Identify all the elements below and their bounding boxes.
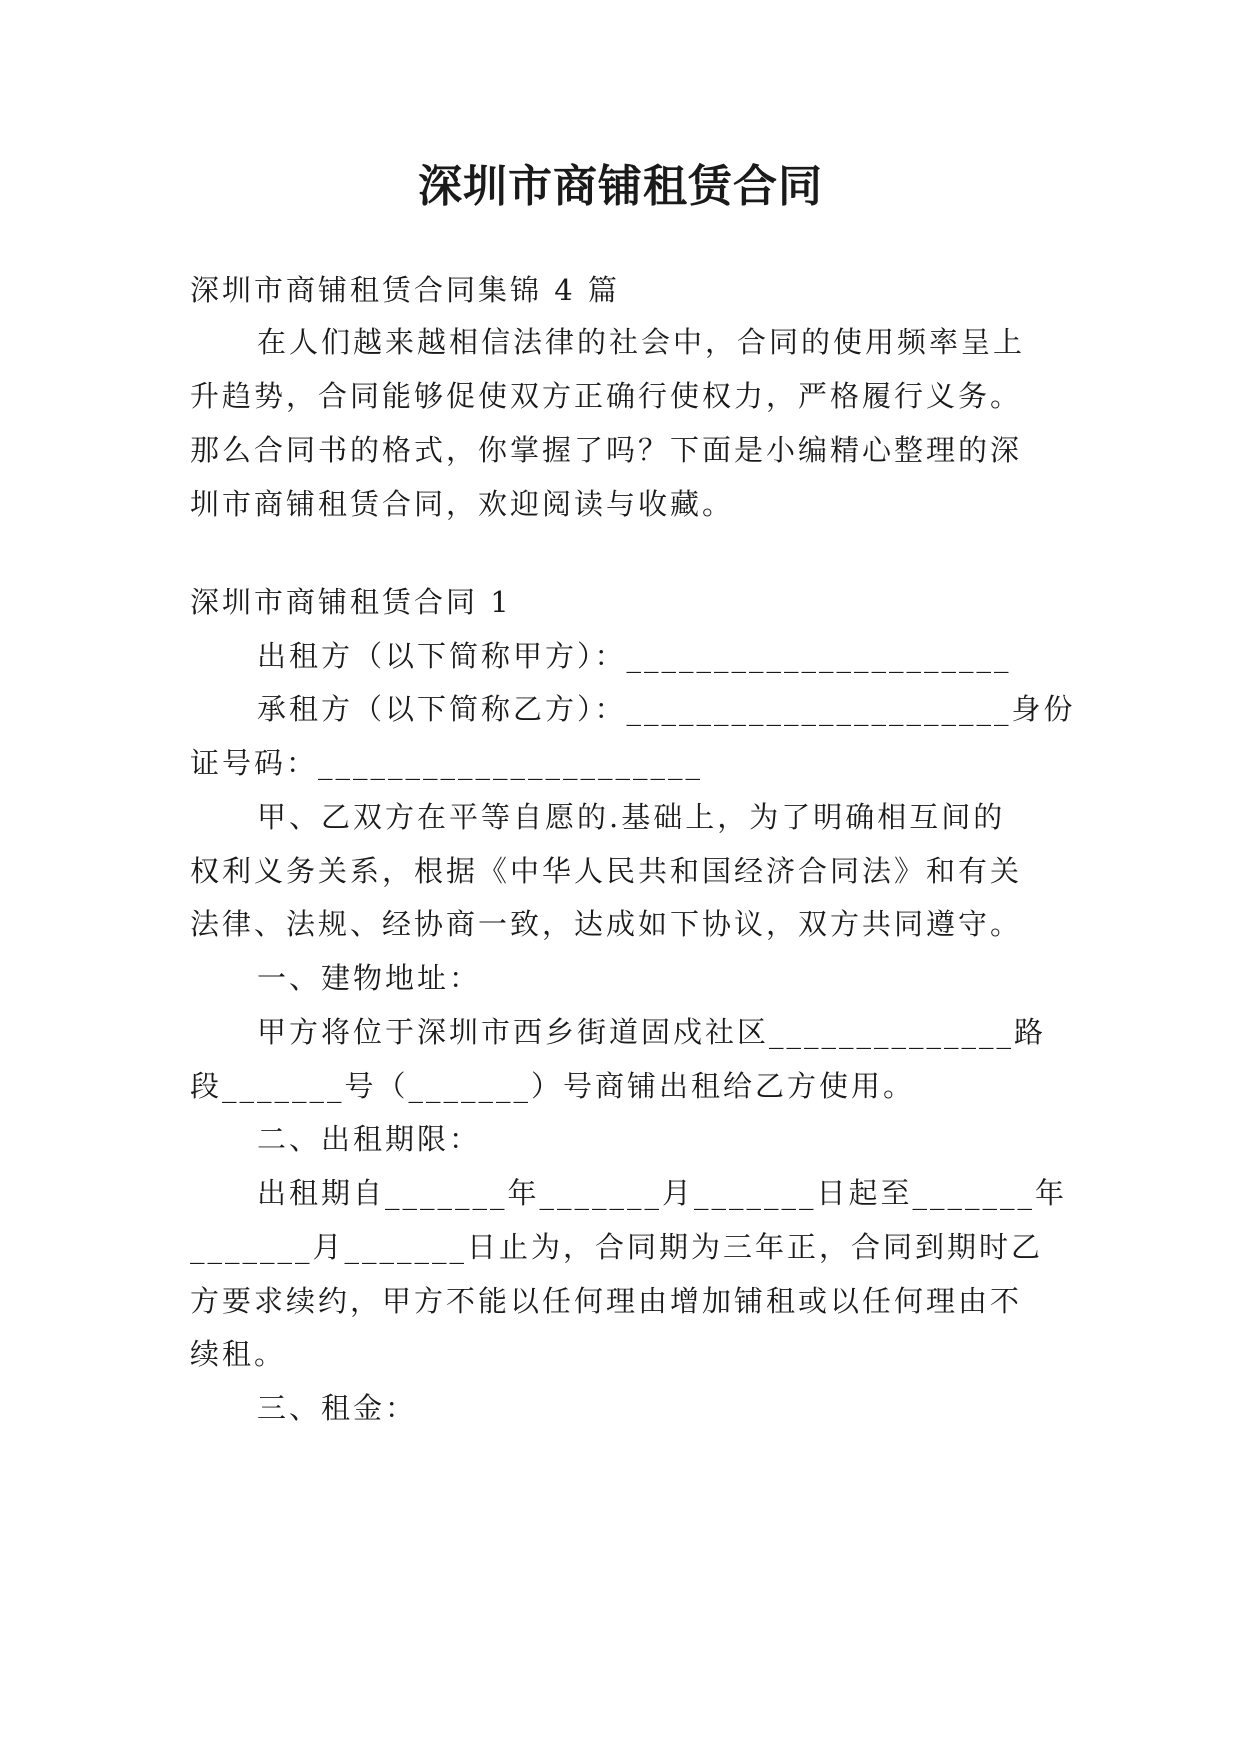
paragraph-line: 升趋势，合同能够促使双方正确行使权力，严格履行义务。 bbox=[190, 379, 1023, 413]
paragraph-line: 权利义务关系，根据《中华人民共和国经济合同法》和有关 bbox=[190, 854, 1023, 888]
paragraph-line: 出租期自_______年_______月_______日起至_______年 bbox=[257, 1176, 1068, 1210]
paragraph-line: 方要求续约，甲方不能以任何理由增加铺租或以任何理由不 bbox=[190, 1284, 1023, 1318]
document-title: 深圳市商铺租赁合同 bbox=[418, 161, 823, 212]
clause-heading: 三、租金： bbox=[257, 1391, 418, 1425]
paragraph-line: 那么合同书的格式，你掌握了吗？下面是小编精心整理的深 bbox=[190, 433, 1023, 467]
clause-heading: 一、建物地址： bbox=[257, 961, 482, 995]
paragraph-line: 法律、法规、经协商一致，达成如下协议，双方共同遵守。 bbox=[190, 907, 1023, 941]
paragraph-line: 甲方将位于深圳市西乡街道固戍社区______________路 bbox=[257, 1015, 1047, 1049]
paragraph-line: _______月_______日止为，合同期为三年正，合同到期时乙 bbox=[190, 1230, 1044, 1264]
lessor-line: 出租方（以下简称甲方）：______________________ bbox=[257, 639, 1012, 673]
paragraph-line: 段_______号（_______）号商铺出租给乙方使用。 bbox=[190, 1069, 916, 1103]
section-heading: 深圳市商铺租赁合同 1 bbox=[190, 585, 512, 619]
id-number-line: 证号码：______________________ bbox=[190, 746, 704, 780]
collection-heading: 深圳市商铺租赁合同集锦 4 篇 bbox=[190, 273, 620, 307]
paragraph-line: 甲、乙双方在平等自愿的.基础上，为了明确相互间的 bbox=[257, 800, 1006, 834]
lessee-line: 承租方（以下简称乙方）：______________________身份 bbox=[257, 692, 1076, 726]
paragraph-line: 圳市商铺租赁合同，欢迎阅读与收藏。 bbox=[190, 487, 735, 521]
clause-heading: 二、出租期限： bbox=[257, 1122, 482, 1156]
paragraph-line: 续租。 bbox=[190, 1337, 287, 1371]
paragraph-line: 在人们越来越相信法律的社会中，合同的使用频率呈上 bbox=[257, 325, 1026, 359]
